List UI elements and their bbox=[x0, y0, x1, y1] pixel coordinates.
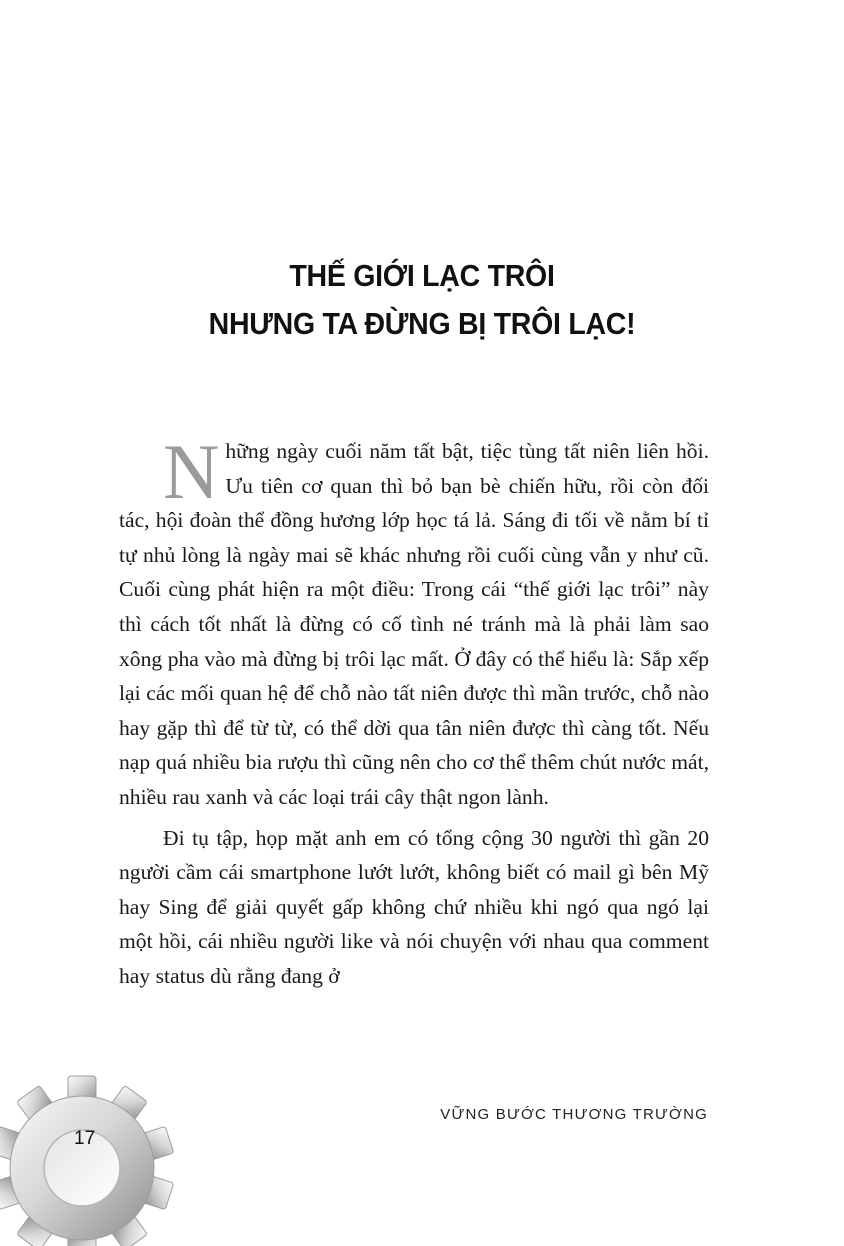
drop-cap: N bbox=[163, 428, 220, 515]
gear-icon bbox=[0, 1072, 175, 1246]
body-text bbox=[119, 428, 709, 994]
chapter-title bbox=[34, 252, 810, 348]
paragraph-1 bbox=[119, 428, 709, 815]
chapter-title-line-2: NHƯNG TA ĐỪNG BỊ TRÔI LẠC! bbox=[208, 306, 636, 341]
chapter-title-line-1: THẾ GIỚI LẠC TRÔI bbox=[289, 258, 555, 293]
running-footer-title: VỮNG BƯỚC THƯƠNG TRƯỜNG bbox=[440, 1106, 708, 1123]
paragraph-2: Đi tụ tập, họp mặt anh em có tổng cộng 30 người thì gần 20 người cầm cái smartphone lướt lướt, không biết có mail gì bên Mỹ hay Sing để giải quyết gấp không chứ nhiều khi ngó qua ngó lại một hồi, cái nhiều người like và nói chuyện với nhau qua comment hay status dù rằng đang ở bbox=[119, 825, 709, 988]
paragraph-1-text: hững ngày cuối năm tất bật, tiệc tùng tất niên liên hồi. Ưu tiên cơ quan thì bỏ bạn bè chiến hữu, rồi còn đối tác, hội đoàn thể đồng hương lớp học tá lả. Sáng đi tối về nằm bí tỉ tự nhủ lòng là ngày mai sẽ khác nhưng rồi cuối cùng vẫn y như cũ. Cuối cùng phát hiện ra một điều: Trong cái “thế giới lạc trôi” này thì cách tốt nhất là đừng có cố tình né tránh mà là phải làm sao xông pha vào mà đừng bị trôi lạc mất. Ở đây có thể hiểu là: Sắp xếp lại các mối quan hệ để chỗ nào tất niên được thì mần trước, chỗ nào hay gặp thì để từ từ, có thể dời qua tân niên được thì càng tốt. Nếu nạp quá nhiều bia rượu thì cũng nên cho cơ thể thêm chút nước mát, nhiều rau xanh và các loại trái cây thật ngon lành. bbox=[119, 439, 709, 809]
page-number: 17 bbox=[74, 1128, 96, 1149]
